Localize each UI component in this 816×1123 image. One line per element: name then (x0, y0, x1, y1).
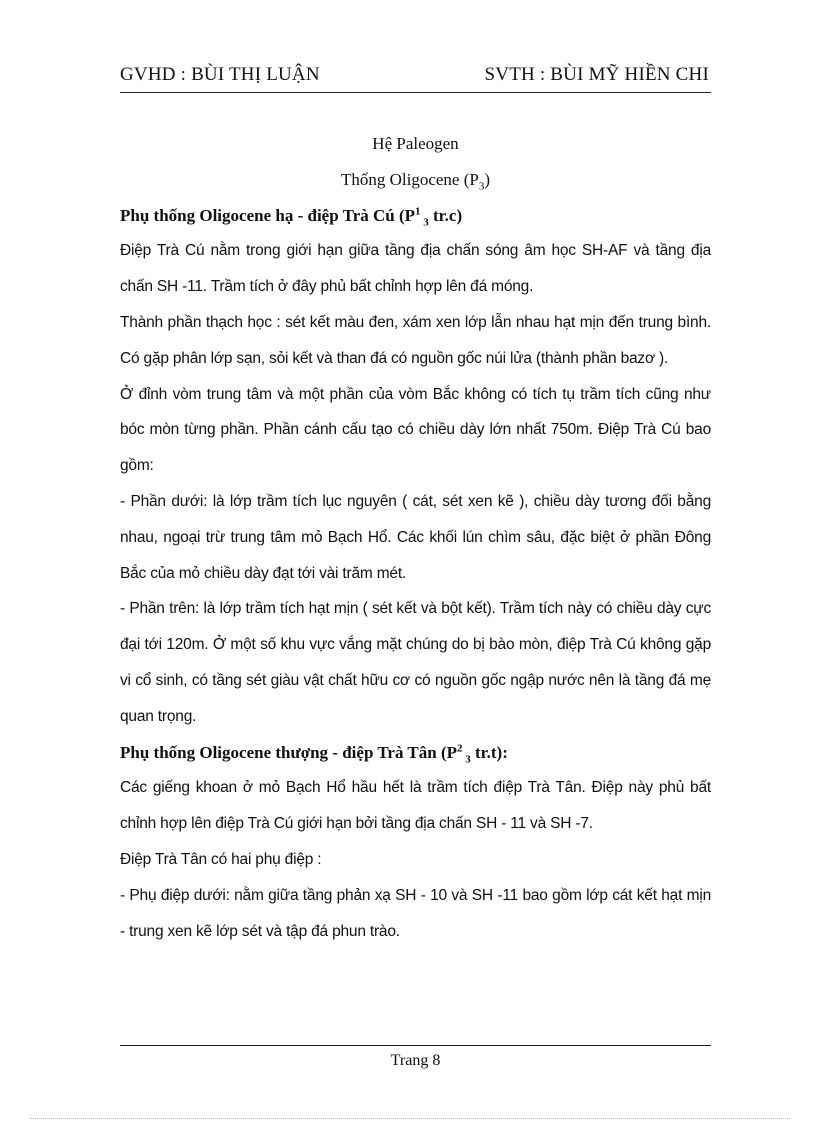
section1-heading: Phụ thống Oligocene hạ - điệp Trà Cú ($P^1$ $_3$ tr.c) (120, 204, 463, 228)
system-title: Hệ Paleogen (372, 134, 459, 153)
footer-rule (120, 1045, 711, 1046)
page-edge-divider (30, 1118, 790, 1119)
paragraph: - Phần trên: là lớp trầm tích hạt mịn ( sét kết và bột kết). Trầm tích này có chiều dày cực đại tới 120m. Ở một số khu vực vắng mặt chúng do bị bào mòn, điệp Trà Cú không gặp vi cổ sinh, có tầng sét giàu vật chất hữu cơ có nguồn gốc ngập nước nên là tầng đá mẹ quan trọng. (120, 600, 711, 725)
paragraph: Thành phần thạch học : sét kết màu đen, xám xen lớp lẫn nhau hạt mịn đến trung bình. Có gặp phân lớp sạn, sỏi kết và than đá có nguồn gốc núi lửa (thành phần bazơ ). (120, 313, 711, 367)
series-title: Thống Oligocene $(P_3)$ (340, 169, 491, 193)
paragraph: - Phụ điệp dưới: nằm giữa tầng phản xạ SH - 10 và SH -11 bao gồm lớp cát kết hạt mịn - trung xen kẽ lớp sét và tập đá phun trào. (120, 886, 711, 940)
header-advisor: GVHD : BÙI THỊ LUẬN (120, 64, 320, 85)
paragraph: Các giếng khoan ở mỏ Bạch Hổ hầu hết là trầm tích điệp Trà Tân. Điệp này phủ bất chỉnh hợp lên điệp Trà Cú giới hạn bởi tầng địa chấn SH - 11 và SH -7. (120, 779, 711, 833)
section2-heading: Phụ thống Oligocene thượng - điệp Trà Tân ($P^2$ $_3$ tr.t): (120, 741, 508, 765)
paragraph: Điệp Trà Tân có hai phụ điệp : (120, 850, 322, 868)
header-rule (120, 92, 711, 93)
header-student: SVTH : BÙI MỸ HIỀN CHI (484, 64, 709, 85)
page-content (120, 126, 711, 949)
paragraph: Điệp Trà Cú nằm trong giới hạn giữa tầng địa chấn sóng âm học SH-AF và tầng địa chấn SH -11. Trầm tích ở đây phủ bất chỉnh hợp lên đá móng. (120, 242, 711, 296)
page-number: Trang 8 (390, 1052, 441, 1069)
paragraph: Ở đỉnh vòm trung tâm và một phần của vòm Bắc không có tích tụ trầm tích cũng như bóc mòn từng phần. Phần cánh cấu tạo có chiều dày lớn nhất 750m. Điệp Trà Cú bao gồm: (120, 385, 711, 475)
paragraph: - Phần dưới: là lớp trầm tích lục nguyên ( cát, sét xen kẽ ), chiều dày tương đối bằng nhau, ngoại trừ trung tâm mỏ Bạch Hổ. Các khối lún chìm sâu, đặc biệt ở phần Đông Bắc của mỏ chiều dày đạt tới vài trăm mét. (120, 492, 711, 582)
